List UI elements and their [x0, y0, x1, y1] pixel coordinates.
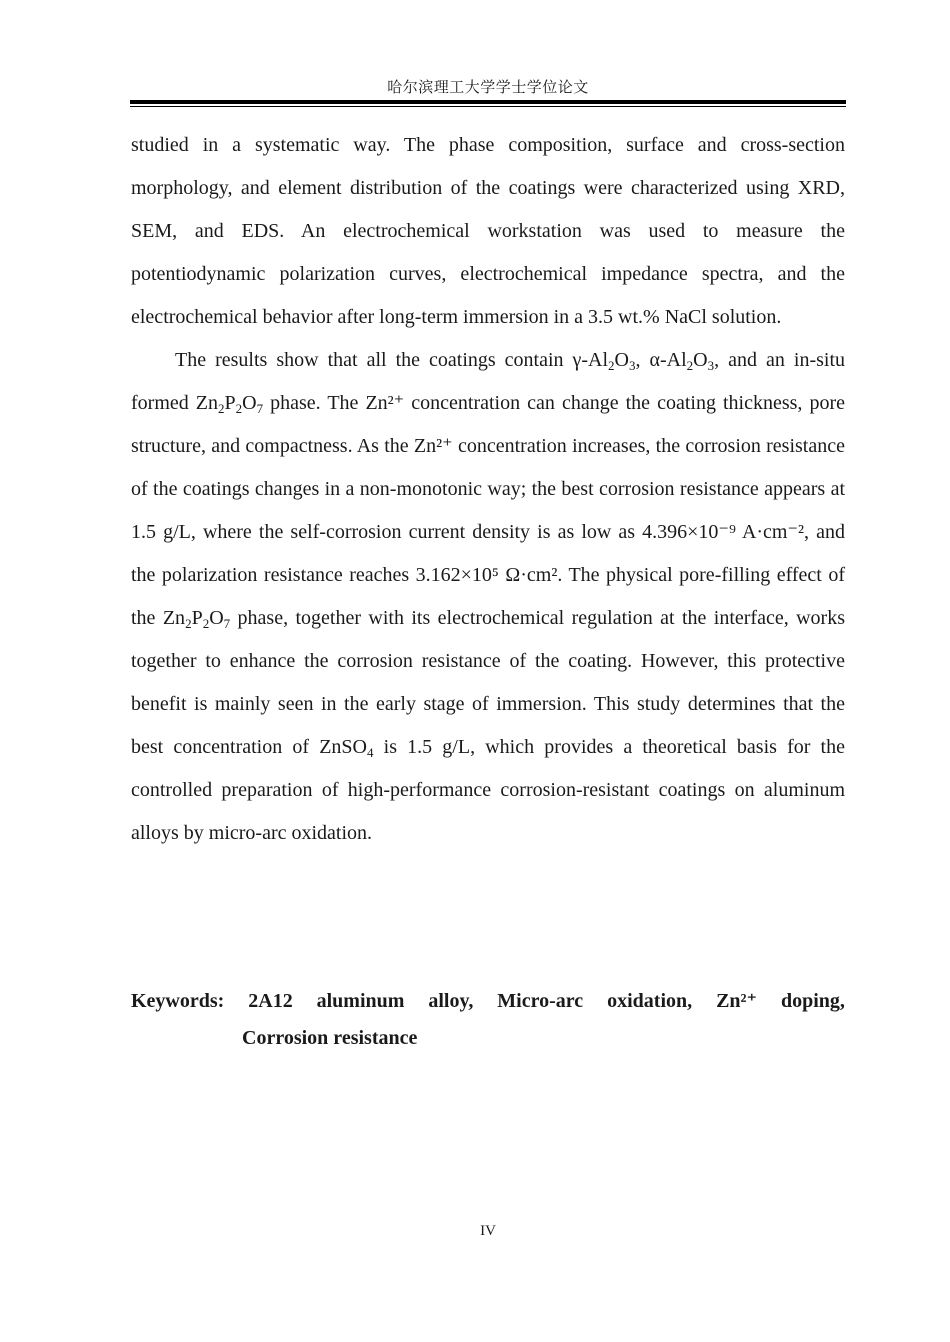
subscript: 3 [707, 358, 715, 373]
subscript: 7 [223, 616, 231, 631]
text-run: O [209, 607, 224, 629]
text-run: , and an in-situ formed Zn [131, 349, 846, 414]
subscript: 2 [185, 616, 192, 631]
subscript: 7 [256, 401, 264, 416]
text-run: , α-Al [635, 349, 687, 371]
text-run: P [191, 607, 203, 629]
keyword-word: 2A12 [248, 990, 293, 1012]
text-run: P [224, 392, 236, 414]
keywords-label: Keywords: [131, 990, 225, 1012]
keyword-word: Zn²⁺ [716, 990, 758, 1012]
keyword-word: aluminum [316, 990, 405, 1012]
keywords-line-1 [131, 983, 845, 1020]
text-run: phase, together with its electrochemical regulation at the interface, works together to enhance the corrosion resistance of the coating. However, this protective benefit is mainly seen in the early stage of immersion. This study determines that the best concentration of ZnSO [131, 607, 845, 758]
subscript: 2 [218, 401, 225, 416]
keywords-block [131, 983, 845, 1057]
keyword-word: oxidation, [607, 990, 693, 1012]
subscript: 2 [235, 401, 243, 416]
header-rule-thin [130, 106, 846, 107]
header-rule-thick [130, 100, 846, 104]
keyword-word: Micro-arc [497, 990, 584, 1012]
text-run: is 1.5 g/L, which provides a theoretical basis for the controlled preparation of high-performance corrosion-resistant coatings on aluminum alloys by micro-arc oxidation. [131, 736, 845, 844]
keyword-word: alloy, [428, 990, 474, 1012]
text-run: O [242, 392, 257, 414]
abstract-body [131, 124, 845, 855]
text-run: The results show that all the coatings contain γ-Al [175, 349, 609, 371]
text-run: phase. The Zn²⁺ concentration can change the coating thickness, pore structure, and compactness. As the Zn²⁺ concentration increases, the corrosion resistance of the coatings changes in a non-monotonic way; the best corrosion resistance appears at 1.5 g/L, where the self-corrosion current density is as low as 4.396×10⁻⁹ A·cm⁻², and the polarization resistance reaches 3.162×10⁵ Ω·cm². The physical pore-filling effect of the Zn [131, 392, 845, 629]
keyword-word: doping, [781, 990, 845, 1012]
subscript: 4 [366, 745, 374, 760]
subscript: 2 [608, 358, 615, 373]
page-header: 哈尔滨理工大学学士学位论文 [387, 80, 589, 96]
text-run: O [614, 349, 629, 371]
subscript: 3 [629, 358, 636, 373]
paragraph-2 [131, 339, 845, 855]
paragraph-1: studied in a systematic way. The phase composition, surface and cross-section morphology, and element distribution of the coatings were characterized using XRD, SEM, and EDS. An electrochemical workstation was used to measure the potentiodynamic polarization curves, electrochemical impedance spectra, and the electrochemical behavior after long-term immersion in a 3.5 wt.% NaCl solution. [131, 134, 845, 328]
subscript: 2 [686, 358, 694, 373]
page-number: IV [480, 1223, 496, 1239]
keywords-line-2: Corrosion resistance [242, 1027, 418, 1049]
text-run: O [693, 349, 708, 371]
subscript: 2 [202, 616, 210, 631]
